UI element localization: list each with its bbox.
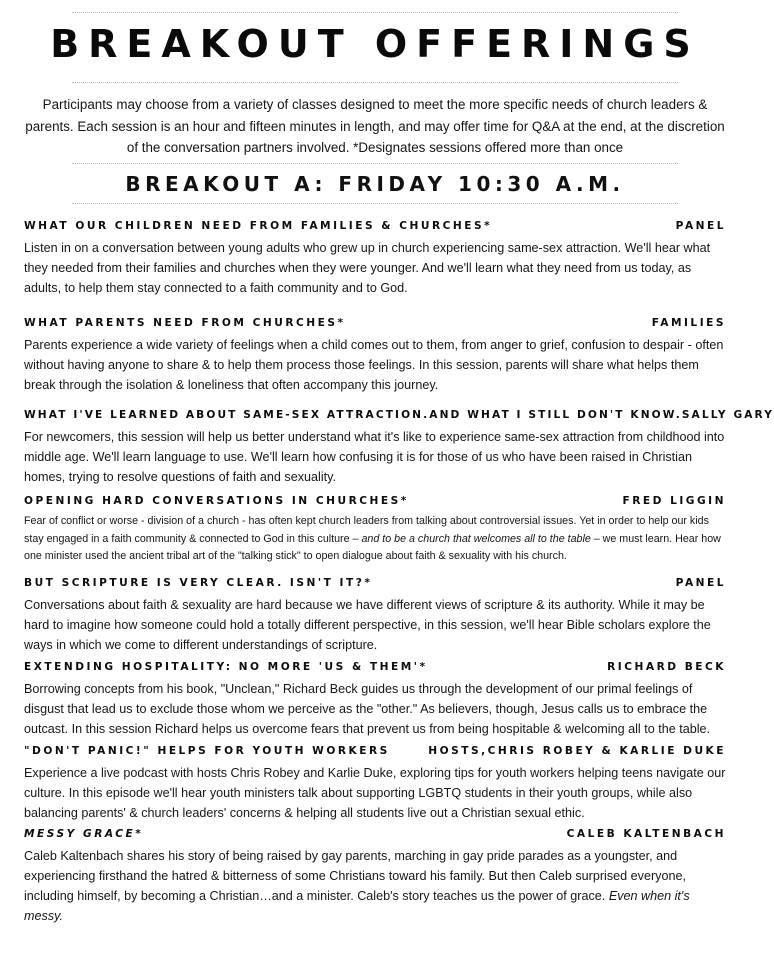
session-leader: FAMILIES — [651, 317, 726, 329]
session-header — [24, 661, 726, 673]
session-header — [24, 220, 726, 232]
session-leader: RICHARD BECK — [607, 661, 726, 673]
session-4 — [24, 495, 726, 566]
session-3 — [24, 409, 774, 487]
session-title: BUT SCRIPTURE IS VERY CLEAR. ISN'T IT?* — [24, 577, 373, 589]
subtitle-divider — [72, 203, 678, 204]
session-title: WHAT OUR CHILDREN NEED FROM FAMILIES & CHURCHES* — [24, 220, 493, 232]
top-divider — [72, 12, 678, 13]
session-header — [24, 495, 726, 507]
description-text-end: – we must learn. Hear how one minister used the ancient tribal art of the "talking stick" to open dialogue about faith & sexuality with his church. — [24, 532, 721, 562]
session-description: Experience a live podcast with hosts Chris Robey and Karlie Duke, exploring tips for youth workers helping teens navigate our culture. In this episode we'll hear youth ministers talk about supporting LGBTQ students in their youth groups, while also balancing parents' & church leaders' concerns & helping all students live out a Christian sexual ethic. — [24, 766, 726, 820]
session-7 — [24, 745, 726, 823]
session-header — [24, 409, 774, 421]
page-title: BREAKOUT OFFERINGS — [50, 22, 700, 66]
session-description: Borrowing concepts from his book, "Unclean," Richard Beck guides us through the development of our primal feelings of disgust that lead us to exclude those whom we perceive as the "other." As believers, though, Jesus calls us to embrace the outcast. In this session Richard helps us overcome fears that prevent us from being hospitable & welcoming all to the table. — [24, 682, 711, 736]
session-title: EXTENDING HOSPITALITY: NO MORE 'US & THEM'* — [24, 661, 428, 673]
description-emphasis: Even when it's messy. — [24, 889, 690, 923]
session-leader: CALEB KALTENBACH — [566, 828, 726, 840]
session-6 — [24, 661, 726, 739]
session-leader: HOSTS,CHRIS ROBEY & KARLIE DUKE — [428, 745, 726, 757]
session-header — [24, 317, 726, 329]
session-leader: PANEL — [675, 220, 726, 232]
session-description: Listen in on a conversation between young adults who grew up in church experiencing same-sex attraction. We'll hear what they needed from their families and churches when they were younger. And we'll learn what they need from us today, as adults, to help them stay connected to a faith community and to God. — [24, 241, 711, 295]
session-title: WHAT PARENTS NEED FROM CHURCHES* — [24, 317, 346, 329]
session-description — [24, 513, 726, 566]
session-description — [24, 846, 726, 926]
session-header — [24, 828, 726, 840]
session-title: OPENING HARD CONVERSATIONS IN CHURCHES* — [24, 495, 409, 507]
session-title: MESSY GRACE* — [24, 828, 144, 840]
session-title: WHAT I'VE LEARNED ABOUT SAME-SEX ATTRACTION.AND WHAT I STILL DON'T KNOW. — [24, 409, 682, 421]
session-8 — [24, 828, 726, 926]
session-header — [24, 745, 726, 757]
session-leader: PANEL — [675, 577, 726, 589]
intro-paragraph: Participants may choose from a variety of classes designed to meet the more specific needs of church leaders & parents. Each session is an hour and fifteen minutes in length, and may offer time for Q&A at the end, at the discretion of the conversation partners involved. *Designates sessions offered more than once — [25, 97, 725, 155]
session-title: "DON'T PANIC!" HELPS FOR YOUTH WORKERS — [24, 745, 390, 757]
session-leader: FRED LIGGIN — [622, 495, 726, 507]
session-description: For newcomers, this session will help us better understand what it's like to experience same-sex attraction from childhood into middle age. We'll learn language to use. We'll learn how confusing it is for those of us who have been raised in Christian homes, trying to resolve questions of faith and sexuality. — [24, 430, 725, 484]
breakout-subtitle: BREAKOUT A: FRIDAY 10:30 A.M. — [125, 172, 625, 196]
description-text: Fear of conflict or worse - division of a church - has often kept church leaders from talking about controversial issues. Yet in order to help our kids stay engaged in a faith community & connected to God in this culture – — [24, 515, 709, 545]
title-divider — [72, 82, 678, 83]
session-header — [24, 577, 726, 589]
session-5 — [24, 577, 726, 655]
session-description: Parents experience a wide variety of feelings when a child comes out to them, from anger to grief, confusion to despair - often without having anyone to share & to help them process those feelings. In this session, parents will share what helps them break through the isolation & loneliness that often accompany this journey. — [24, 338, 724, 392]
session-description: Conversations about faith & sexuality are hard because we have different views of scripture & its authority. While it may be hard to imagine how someone could hold a totally different perspective, in this session, we'll hear Bible scholars explore the ways in which we come to different understandings of scripture. — [24, 598, 711, 652]
description-text: Caleb Kaltenbach shares his story of being raised by gay parents, marching in gay pride parades as a youngster, and experiencing firsthand the hatred & bitterness of some Christians toward his family. But then Caleb surprised everyone, including himself, by becoming a Christian…and a minister. Caleb's story teaches us the power of grace. — [24, 849, 686, 903]
description-emphasis: and to be a church that welcomes all to the table — [361, 532, 591, 545]
session-leader: SALLY GARY — [681, 409, 774, 421]
session-2 — [24, 317, 726, 395]
session-1 — [24, 220, 726, 298]
intro-divider — [72, 163, 678, 164]
